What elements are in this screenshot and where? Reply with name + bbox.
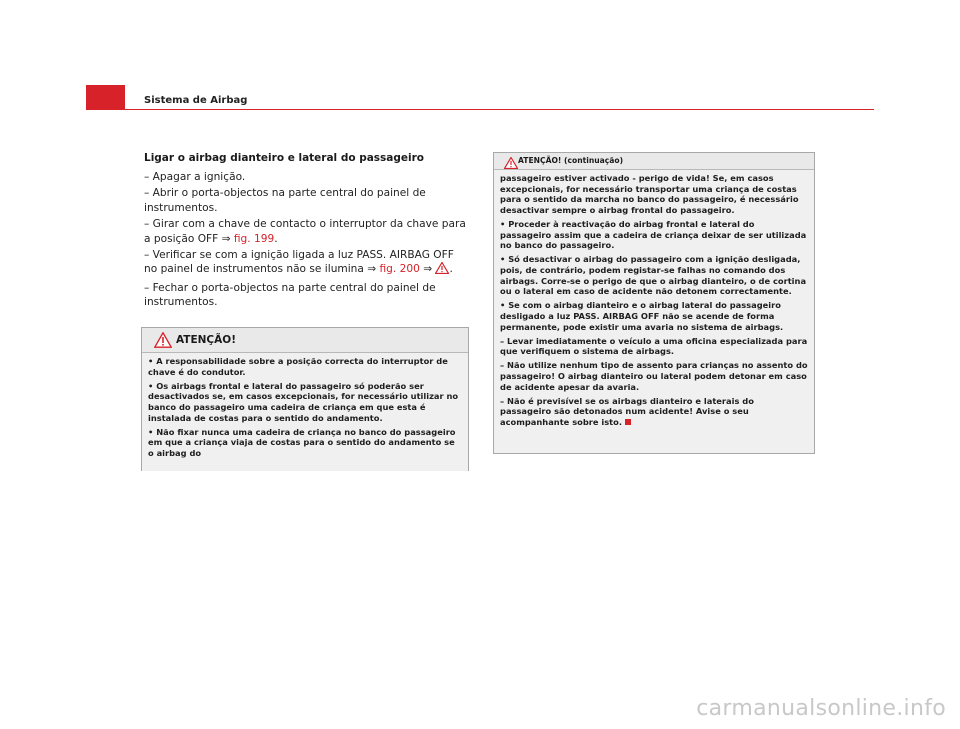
- step-5: – Fechar o porta-objectos na parte central do painel de instrumentos.: [144, 281, 436, 309]
- warning-triangle-icon[interactable]: [435, 262, 449, 278]
- instructions-column: [144, 152, 468, 312]
- section-end-icon: [625, 419, 631, 425]
- header-red-block: [86, 85, 125, 110]
- page-section-title: Sistema de Airbag: [144, 95, 248, 106]
- fig-200-link[interactable]: fig. 200: [379, 263, 420, 276]
- watermark: carmanualsonline.info: [696, 696, 946, 721]
- warning-paragraph: • Não fixar nunca uma cadeira de criança no banco do passageiro em que a criança viaja de costas para o sentido do andamento se o airbag do: [148, 426, 456, 458]
- warning-continuation-title: ATENÇÃO! (continuação): [518, 156, 624, 165]
- header-rule: [125, 109, 874, 110]
- warning-title: ATENÇÃO!: [176, 334, 236, 346]
- warning-continuation-box: [493, 152, 815, 454]
- warning-paragraph: • Os airbags frontal e lateral do passageiro só poderão ser desactivados se, em casos excepcionais, for necessário utilizar no banco do passageiro uma cadeira de criança em que esta é instalada de costas para o sentido do andamento.: [148, 380, 459, 423]
- warning-box: [141, 327, 469, 471]
- warning-paragraph: passageiro estiver activado - perigo de vida! Se, em casos excepcionais, for necessário transportar uma criança de costas para o sentido da marcha no banco do passageiro, é necessário desactivar sempre o airbag frontal do passageiro.: [500, 173, 799, 215]
- step-3: – Girar com a chave de contacto o interruptor da chave para a posição OFF ⇒ fig. 199.: [144, 218, 466, 245]
- warning-continuation-body: [494, 170, 814, 453]
- warning-last-paragraph: – Não é previsível se os airbags dianteiro e laterais do passageiro são detonados num acidente! Avise o seu acompanhante sobre isto.: [500, 395, 754, 428]
- fig-199-link[interactable]: fig. 199: [233, 232, 275, 245]
- warning-paragraph: • Se com o airbag dianteiro e o airbag lateral do passageiro desligado a luz PASS. AIRBAG OFF não se acende de forma permanente, pode existir uma avaria no sistema de airbags.: [500, 300, 784, 332]
- warning-paragraph: – Não utilize nenhum tipo de assento para crianças no assento do passageiro! O airbag dianteiro ou lateral podem detonar em caso de acidente apesar da avaria.: [500, 360, 808, 392]
- warning-paragraph: – Levar imediatamente o veículo a uma oficina especializada para que verifiquem o sistema de airbags.: [500, 335, 808, 357]
- warning-triangle-icon: [504, 154, 518, 173]
- warning-continuation-header: [494, 153, 814, 170]
- warning-paragraph: • Só desactivar o airbag do passageiro com a ignição desligada, pois, de contrário, podem registar-se falhas no comando dos airbags. Corre-se o perigo de que o airbag dianteiro, o de cortina ou o lateral em caso de acidente não detonem correctamente.: [500, 254, 807, 297]
- warning-paragraph: • Proceder à reactivação do airbag frontal e lateral do passageiro assim que a cadeira de criança deixar de ser utilizada no banco do passageiro.: [500, 218, 807, 251]
- warning-header: [142, 328, 468, 353]
- step-1: – Apagar a ignição.: [144, 171, 246, 183]
- step-2: – Abrir o porta-objectos na parte central do painel de instrumentos.: [144, 187, 426, 214]
- warning-triangle-icon: [154, 332, 172, 352]
- warning-paragraph: • A responsabilidade sobre a posição correcta do interruptor de chave é do condutor.: [148, 356, 448, 377]
- step-4: – Verificar se com a ignição ligada a luz PASS. AIRBAG OFF no painel de instrumentos não se ilumina ⇒ fig. 200 ⇒ .: [144, 248, 468, 279]
- warning-body: [142, 353, 468, 471]
- instructions-title: Ligar o airbag dianteiro e lateral do passageiro: [144, 152, 425, 164]
